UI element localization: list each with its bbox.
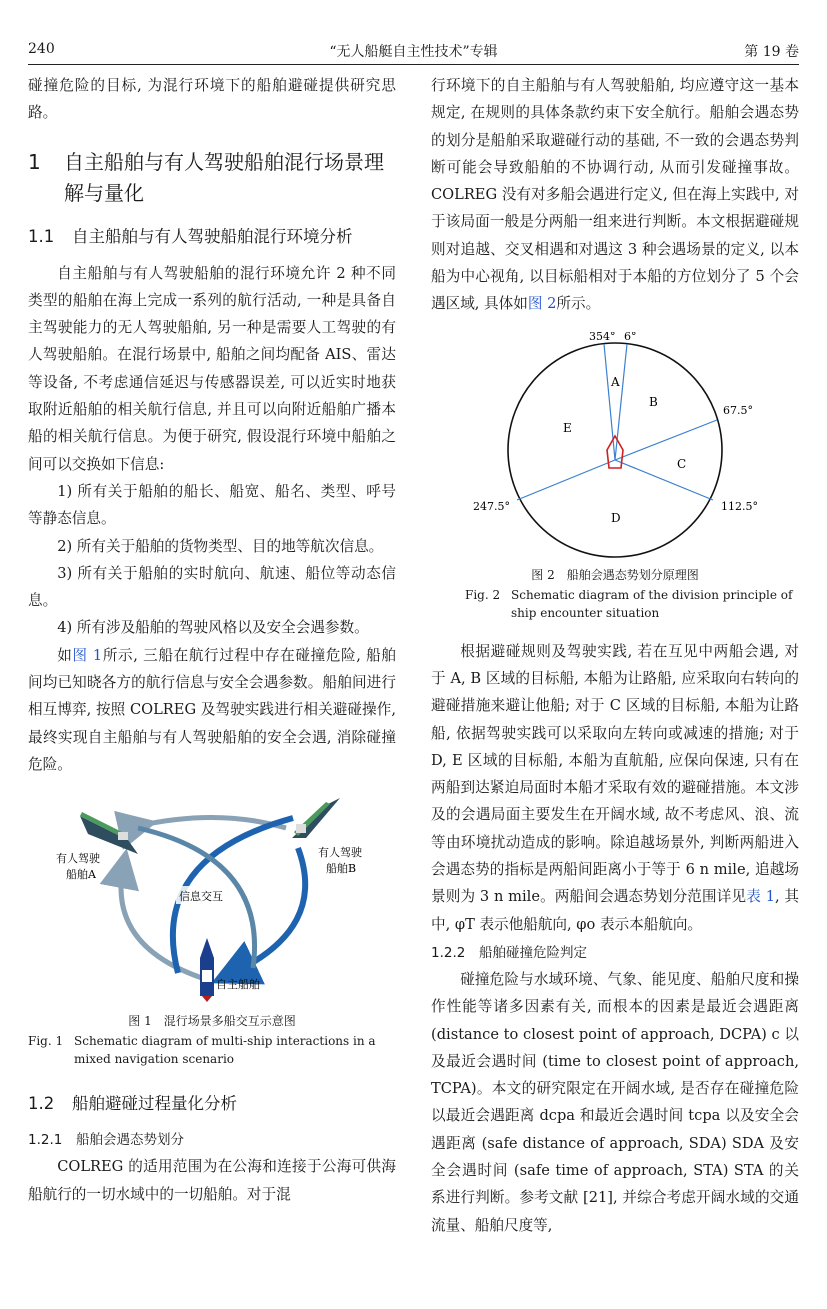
section-number: 1.2: [28, 1094, 55, 1114]
paragraph: 碰撞危险的目标, 为混行环境下的船舶避碰提供研究思路。: [28, 77, 396, 122]
section-heading-1-2-1: [28, 1127, 396, 1153]
figure-1-caption-cn: 图 1 混行场景多船交互示意图: [128, 1014, 296, 1029]
autonomous-ship-label: 自主船舶: [216, 978, 260, 992]
figure-1-caption-en: [28, 1032, 396, 1068]
zone-a: A: [611, 374, 620, 389]
text: , 其中, φT 表示他船航向, φo 表示本船航向。: [431, 888, 799, 933]
angle-354: 354°: [589, 331, 616, 343]
caption-text: Schematic diagram of the division principle of ship encounter situation: [511, 587, 793, 620]
figure-2-caption-cn: 图 2 船舶会遇态势划分原理图: [531, 567, 699, 582]
list-item: 3) 所有关于船舶的实时航向、航速、船位等动态信息。: [28, 564, 396, 610]
ship-a-label-line2: 船舶A: [66, 868, 96, 882]
left-column: [28, 72, 396, 1208]
section-number: 1.1: [28, 226, 55, 246]
zone-c: C: [677, 456, 687, 471]
paragraph: COLREG 的适用范围为在公海和连接于公海可供海船航行的一切水域中的一切船舶。对于混: [28, 1158, 396, 1203]
arc-arrow: [233, 848, 305, 973]
figure-label: Fig. 2: [465, 587, 501, 602]
page-number: 240: [28, 41, 55, 57]
text: 所示, 三船在航行过程中存在碰撞危险, 船舶间均已知晓各方的航行信息与安全会遇参数。船舶间进行相互博弈, 按照 COLREG 及驾驶实践进行相关避碰操作, 最终实现自主船舶与有人驾驶船舶的安全会遇, 消除碰撞危险。: [28, 646, 396, 773]
list-item: 4) 所有涉及船舶的驾驶风格以及安全会遇参数。: [57, 619, 369, 637]
zone-e: E: [563, 420, 572, 435]
right-column: [431, 72, 799, 1239]
angle-247-5: 247.5°: [473, 499, 510, 513]
table-1-link[interactable]: 表 1: [746, 888, 775, 906]
encounter-division-diagram: [431, 332, 799, 562]
section-title: 船舶避碰过程量化分析: [72, 1094, 237, 1114]
angle-67-5: 67.5°: [723, 403, 753, 417]
section-number: 1: [28, 149, 41, 174]
arc-arrow: [121, 868, 208, 980]
journal-title: “无人船艇自主性技术”专辑: [329, 44, 498, 60]
figure-2-link[interactable]: 图 2: [527, 295, 557, 313]
zone-d: D: [611, 510, 621, 525]
figure-1: [28, 798, 396, 1008]
multi-ship-interaction-diagram: [28, 798, 396, 1008]
section-number: 1.2.1: [28, 1132, 63, 1149]
ship-b-label-line1: 有人驾驶: [318, 846, 362, 860]
paragraph: [28, 642, 396, 778]
autonomous-ship-icon: [200, 938, 214, 1002]
paragraph: 自主船舶与有人驾驶船舶的混行环境允许 2 种不同类型的船舶在海上完成一系列的航行活动, 一种是具备自主驾驶能力的无人驾驶船舶, 另一种是需要人工驾驶的有人驾驶船舶。在混行场景中, 船舶之间均配备 AIS、雷达等设备, 不考虑通信延迟与传感器误差, 可以近实时地获取附近船舶的相关航行信息, 并且可以向附近船舶广播本船的相关航行信息。为便于研究, 假设混行环境中船舶之间可以交换如下信息:: [28, 264, 396, 473]
section-heading-1-1: [28, 223, 396, 250]
figure-1-link[interactable]: 图 1: [72, 646, 103, 664]
text: 如: [57, 646, 73, 664]
figure-2: [431, 332, 799, 562]
ship-b-label-line2: 船舶B: [326, 862, 357, 876]
caption-text: Schematic diagram of multi-ship interactions in a mixed navigation scenario: [74, 1034, 376, 1067]
page-header: [28, 41, 799, 63]
section-heading-1: [28, 147, 396, 209]
section-title: 自主船舶与有人驾驶船舶混行场景理解与量化: [64, 149, 384, 205]
ship-a-label-line1: 有人驾驶: [56, 852, 100, 866]
list-item: 2) 所有关于船舶的货物类型、目的地等航次信息。: [57, 537, 384, 555]
angle-112-5: 112.5°: [721, 499, 758, 513]
text: 行环境下的自主船舶与有人驾驶船舶, 均应遵守这一基本规定, 在规则的具体条款约束下安全航行。船舶会遇态势的划分是船舶采取避碰行动的基础, 不一致的会遇态势判断可能会导致船舶的不协调行动, 从而引发碰撞事故。COLREG 没有对多船会遇进行定义, 但在海上实践中, 对于该局面一般是分两船一组来进行判断。本文根据避碰规则对追越、交叉相遇和对遇这 3 种会遇场景的定义, 以本船为中心视角, 以目标船相对于本船的方位划分了 5 个会遇区域, 具体如: [431, 77, 799, 313]
zone-b: B: [649, 394, 658, 409]
section-title: 自主船舶与有人驾驶船舶混行环境分析: [72, 226, 353, 246]
info-exchange-label: 信息交互: [179, 890, 223, 904]
section-number: 1.2.2: [431, 944, 466, 961]
section-title: 船舶碰撞危险判定: [479, 944, 587, 961]
section-heading-1-2: [28, 1090, 396, 1117]
angle-6: 6°: [624, 331, 637, 343]
text: 根据避碰规则及驾驶实践, 若在互见中两船会遇, 对于 A, B 区域的目标船, 本船为让路船, 应采取向右转向的避碰措施来避让他船; 对于 C 区域的目标船, 本船为让路船, 依据驾驶实践可以采取向左转向或减速的措施; 对于 D, E 区域的目标船, 本船为直航船, 应保向保速, 只有在两船到达紧迫局面时本船才采取有效的避碰措施。本文涉及的会遇局面主要发生在开阔水域, 故不考虑风、浪、流等由环境扰动造成的影响。除追越场景外, 判断两船进入会遇态势的指标是两船间距离小于等于 6 n mile, 追越场景则为 3 n mile。两船间会遇态势划分范围详见: [431, 642, 799, 906]
figure-2-caption-en: [465, 586, 799, 622]
section-title: 船舶会遇态势划分: [76, 1132, 184, 1149]
ship-a-icon: [80, 812, 138, 854]
paragraph: [431, 72, 799, 318]
ship-b-icon: [292, 798, 340, 838]
own-ship-icon: [607, 436, 623, 468]
list-item: 1) 所有关于船舶的船长、船宽、船名、类型、呼号等静态信息。: [28, 482, 396, 528]
volume-label: 第 19 卷: [744, 44, 799, 60]
text: 所示。: [556, 295, 601, 313]
header-rule: [28, 64, 799, 65]
figure-label: Fig. 1: [28, 1034, 64, 1049]
section-heading-1-2-2: [431, 940, 799, 966]
paragraph: [431, 638, 799, 938]
paragraph: 碰撞危险与水域环境、气象、能见度、船舶尺度和操作性能等诸多因素有关, 而根本的因素是最近会遇距离 (distance to closest point of approach, DCPA) c 以及最近会遇时间 (time to closest point of approach, TCPA)。本文的研究限定在开阔水域, 是否存在碰撞危险以最近会遇距离 dcpa 和最近会遇时间 tcpa 以及安全会遇距离 (safe distance of approach, SDA) SDA 及安全会遇时间 (safe time of approach, STA) STA 的关系进行判断。参考文献 [21], 并综合考虑开阔水域的交通流量、船舶尺度等,: [431, 970, 799, 1234]
